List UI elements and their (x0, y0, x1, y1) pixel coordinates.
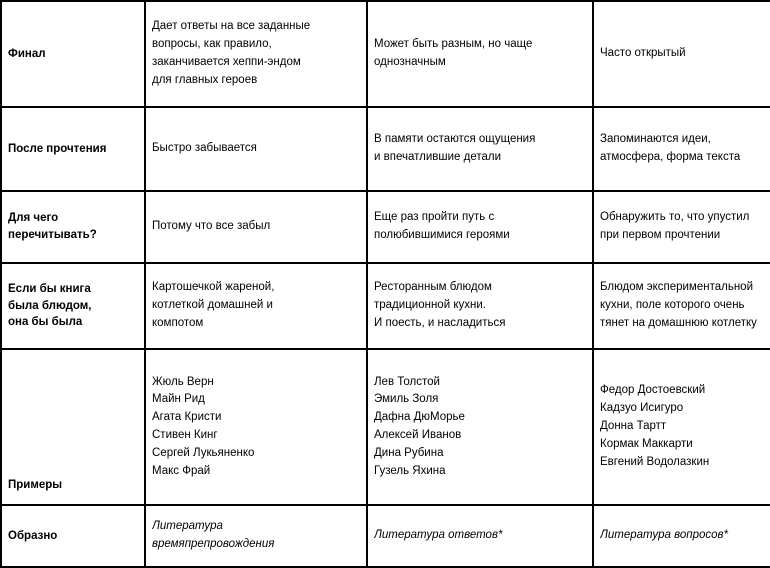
cell-line: Ресторанным блюдом (374, 281, 492, 294)
table-row (1, 191, 770, 263)
cell-line: времяпрепровождения (152, 538, 275, 550)
cell-line: традиционной кухни. (374, 299, 486, 312)
cell-lines (152, 374, 360, 481)
label-line: Для чего (8, 212, 59, 225)
cell-lines (152, 518, 360, 554)
cell-line: Сергей Лукьяненко (152, 446, 255, 459)
cell-line: Евгений Водолазкин (600, 455, 710, 468)
label-line: перечитывать? (8, 229, 97, 241)
cell-lines (374, 527, 586, 545)
row-label-figuratively (1, 505, 145, 567)
cell-line: Часто открытый (600, 47, 686, 60)
cell-lines (374, 374, 586, 481)
cell-line: Потому что все забыл (152, 220, 271, 233)
cell-line: Майн Рид (152, 393, 205, 406)
cell-dish-entertainment (145, 263, 367, 349)
table-row (1, 107, 770, 191)
cell-line: Кадзуо Исигуро (600, 402, 684, 415)
cell-figurative-middle (367, 505, 593, 567)
cell-lines (374, 279, 586, 332)
cell-line: Донна Тартт (600, 420, 667, 433)
cell-line: Дафна ДюМорье (374, 411, 465, 424)
label-lines (8, 281, 138, 331)
cell-line: Агата Кристи (152, 411, 222, 424)
cell-line: Блюдом экспериментальной (600, 281, 753, 294)
cell-line: котлеткой домашней и (152, 299, 273, 312)
cell-line: Алексей Иванов (374, 429, 462, 441)
cell-dish-middle (367, 263, 593, 349)
cell-reread-intellectual (593, 191, 770, 263)
row-label-why-reread (1, 191, 145, 263)
cell-line: Эмиль Золя (374, 393, 439, 406)
label-line: Финал (8, 47, 46, 60)
cell-line: Литература вопросов* (600, 529, 728, 542)
cell-lines (374, 209, 586, 245)
label-lines (8, 477, 138, 494)
cell-lines (600, 209, 770, 245)
cell-line: Жюль Верн (152, 375, 214, 388)
row-label-after-reading (1, 107, 145, 191)
cell-line: Обнаружить то, что упустил (600, 211, 750, 224)
cell-line: полюбившимися героями (374, 229, 510, 241)
cell-line: В памяти остаются ощущения (374, 133, 536, 146)
cell-line: Федор Достоевский (600, 384, 706, 397)
cell-line: однозначным (374, 56, 446, 68)
cell-figurative-intellectual (593, 505, 770, 567)
cell-examples-intellectual (593, 349, 770, 505)
label-line: После прочтения (8, 142, 107, 155)
cell-line: Кормак Маккарти (600, 437, 693, 450)
cell-lines (600, 45, 770, 63)
cell-final-intellectual (593, 1, 770, 107)
table-row (1, 1, 770, 107)
cell-lines (600, 131, 770, 167)
cell-final-entertainment (145, 1, 367, 107)
cell-lines (374, 36, 586, 72)
cell-examples-entertainment (145, 349, 367, 505)
cell-line: для главных героев (152, 73, 258, 86)
cell-line: заканчивается хеппи-эндом (152, 56, 301, 68)
cell-after-entertainment (145, 107, 367, 191)
cell-figurative-entertainment (145, 505, 367, 567)
cell-lines (600, 382, 770, 471)
cell-line: при первом прочтении (600, 229, 721, 241)
cell-line: Еще раз пройти путь с (374, 211, 495, 224)
cell-reread-entertainment (145, 191, 367, 263)
label-lines (8, 210, 138, 243)
cell-lines (374, 131, 586, 167)
cell-line: атмосфера, форма текста (600, 151, 741, 163)
cell-line: Литература (152, 520, 223, 533)
cell-line: Запоминаются идеи, (600, 133, 711, 146)
label-line: она бы была (8, 316, 83, 329)
cell-line: Дина Рубина (374, 446, 444, 459)
cell-lines (152, 18, 360, 89)
label-line: Образно (8, 529, 58, 542)
row-label-examples (1, 349, 145, 505)
cell-line: Картошечкой жареной, (152, 281, 275, 294)
table-body (1, 1, 770, 567)
cell-line: Макс Фрай (152, 464, 211, 477)
cell-line: Гузель Яхина (374, 464, 446, 477)
cell-lines (152, 279, 360, 332)
label-lines (8, 528, 138, 545)
cell-line: вопросы, как правило, (152, 38, 272, 51)
cell-line: тянет на домашнюю котлетку (600, 316, 757, 329)
cell-line: Литература ответов* (374, 529, 503, 542)
row-label-final (1, 1, 145, 107)
cell-lines (600, 527, 770, 545)
table-row (1, 263, 770, 349)
cell-line: Быстро забывается (152, 142, 257, 155)
cell-line: Дает ответы на все заданные (152, 20, 311, 33)
cell-reread-middle (367, 191, 593, 263)
cell-examples-middle (367, 349, 593, 505)
label-line: Если бы книга (8, 282, 91, 295)
cell-lines (152, 218, 360, 236)
label-line: была блюдом, (8, 299, 92, 312)
cell-line: И поесть, и насладиться (374, 316, 506, 329)
cell-line: Может быть разным, но чаще (374, 38, 533, 51)
row-label-if-book-were-dish (1, 263, 145, 349)
cell-line: и впечатлившие детали (374, 151, 501, 163)
label-lines (8, 46, 138, 63)
cell-after-intellectual (593, 107, 770, 191)
cell-line: компотом (152, 316, 204, 329)
cell-lines (152, 140, 360, 158)
cell-line: кухни, поле которого очень (600, 299, 745, 312)
label-line: Примеры (8, 479, 63, 492)
cell-final-middle (367, 1, 593, 107)
cell-dish-intellectual (593, 263, 770, 349)
cell-lines (600, 279, 770, 332)
cell-line: Лев Толстой (374, 375, 440, 388)
cell-line: Стивен Кинг (152, 429, 218, 441)
cell-after-middle (367, 107, 593, 191)
table-row (1, 505, 770, 567)
label-lines (8, 141, 138, 158)
table-row (1, 349, 770, 505)
